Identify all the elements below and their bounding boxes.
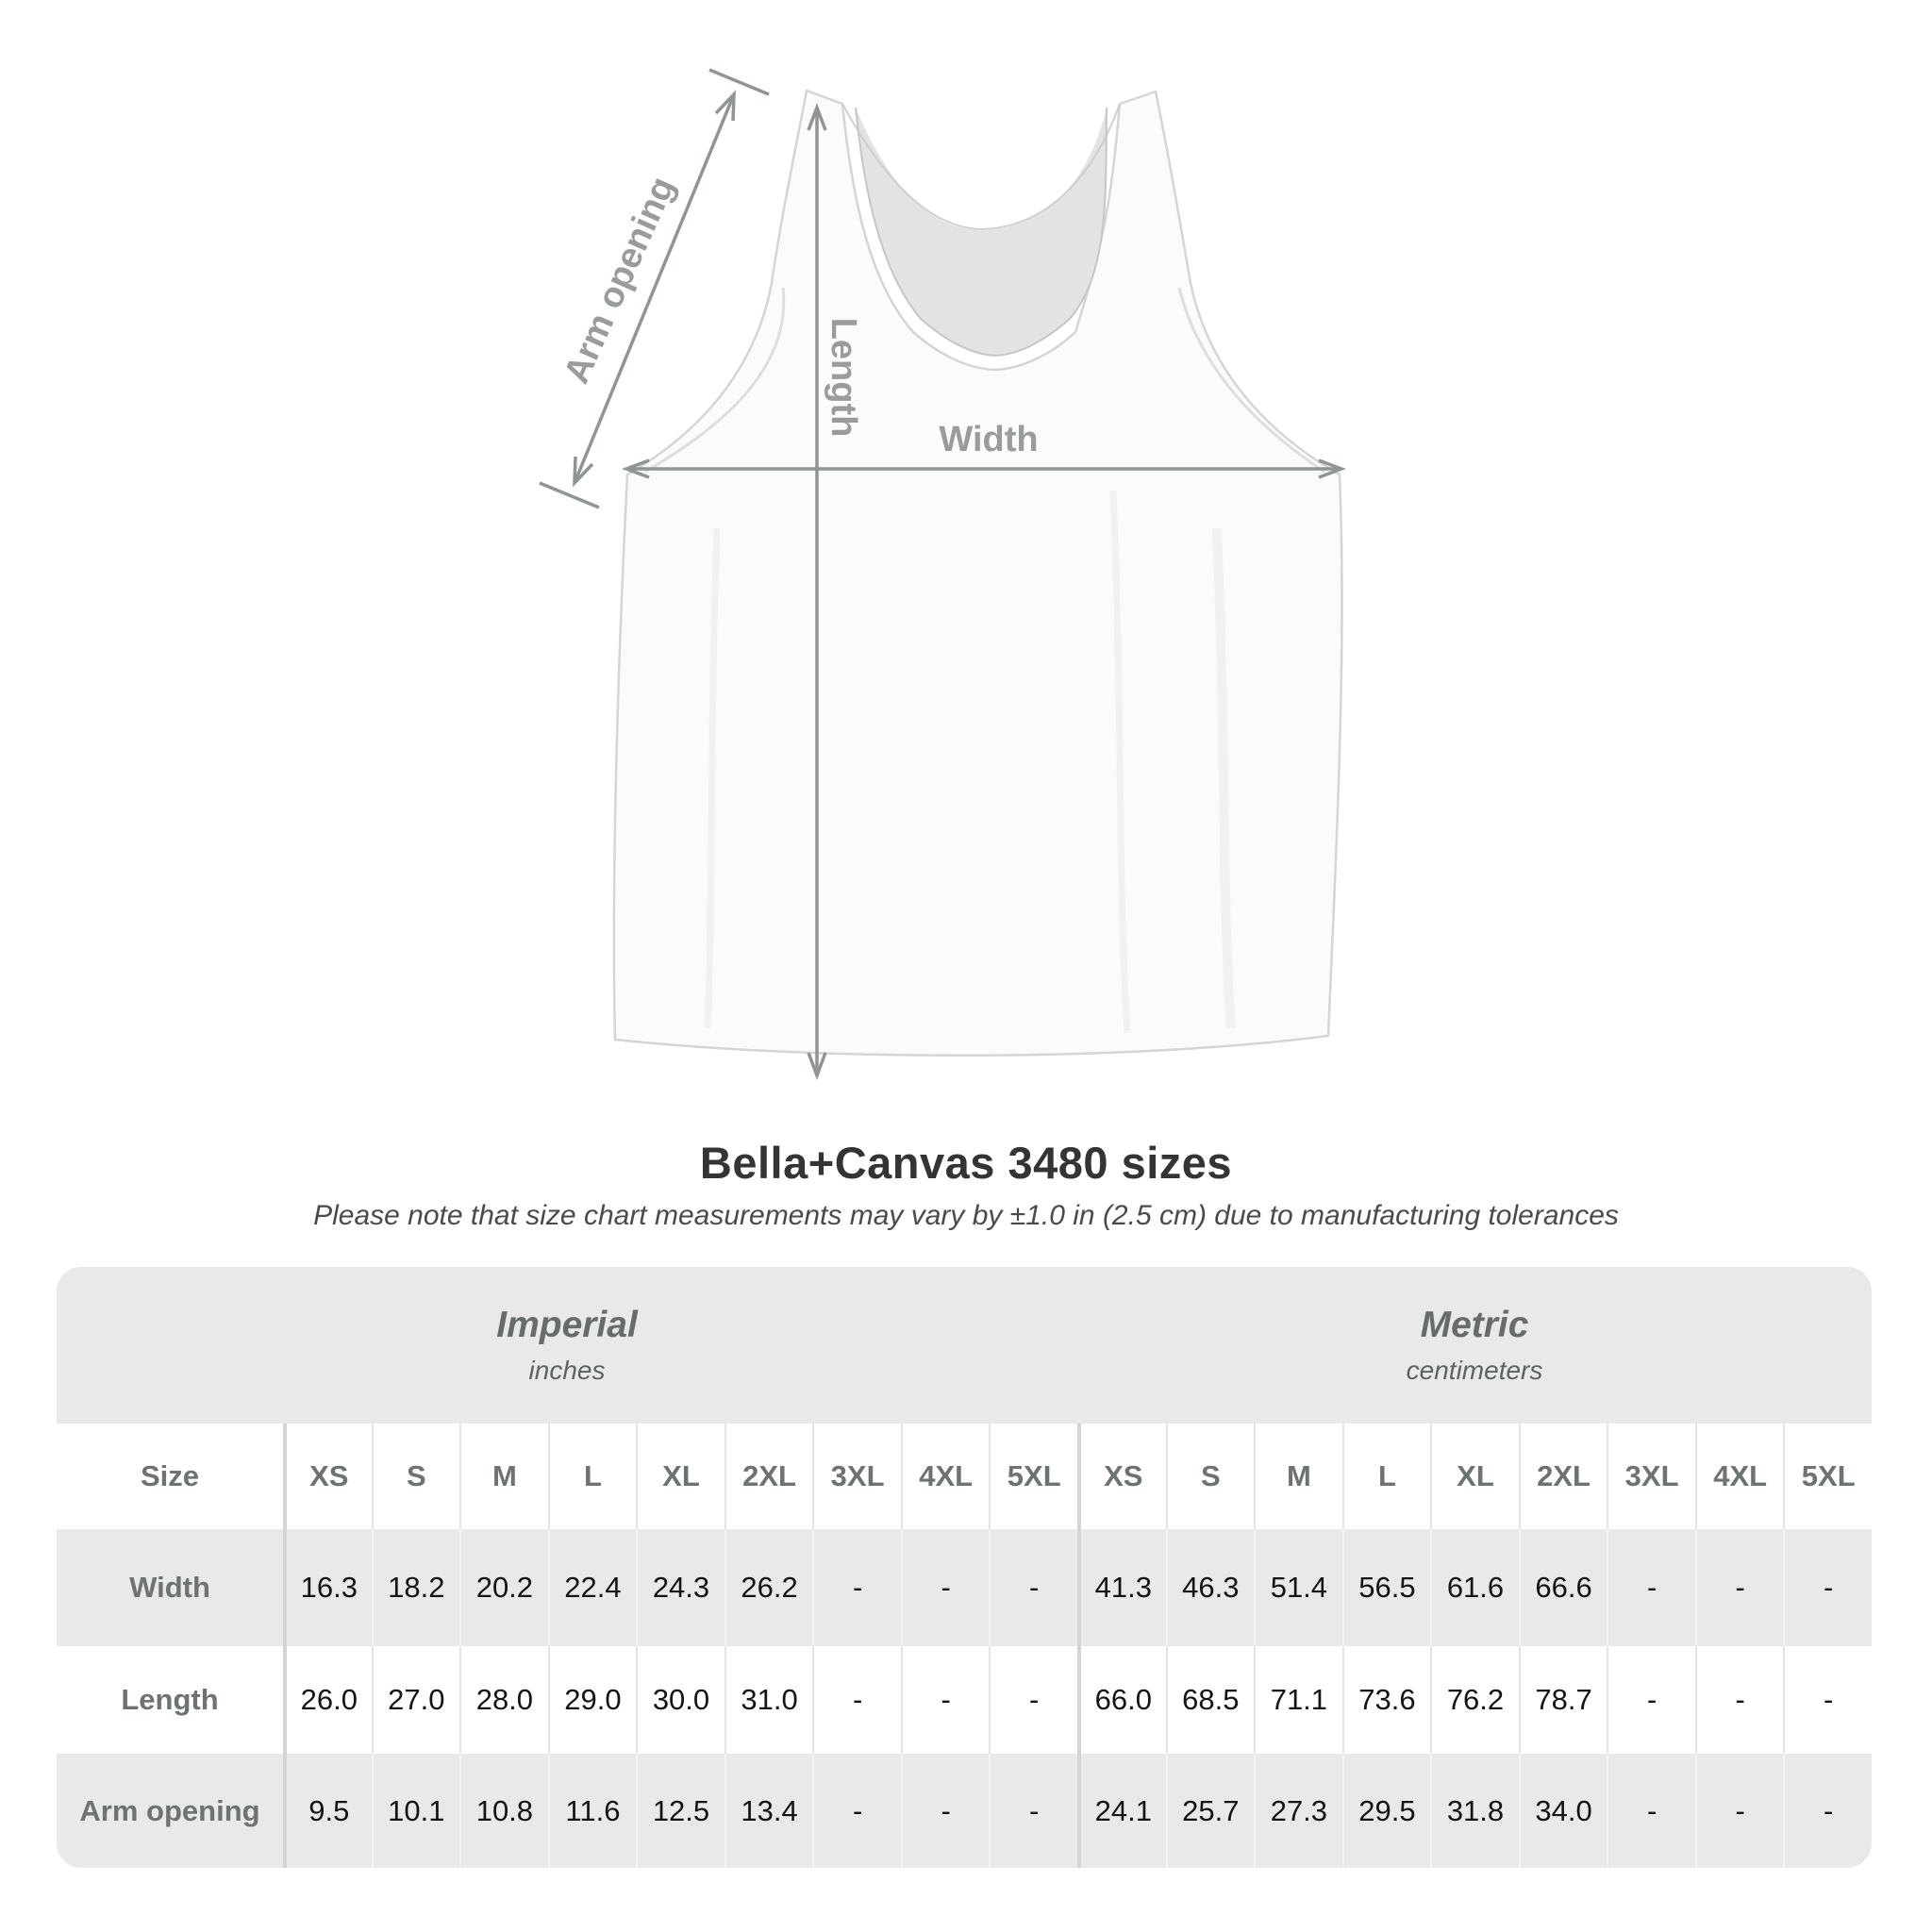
size-column-header: Size: [140, 1459, 200, 1492]
metric-value: 34.0: [1519, 1754, 1607, 1868]
imperial-value: -: [989, 1646, 1077, 1754]
metric-value: 68.5: [1166, 1646, 1255, 1754]
metric-value: 24.1: [1077, 1754, 1166, 1868]
arm-opening-label: Arm opening: [557, 171, 683, 390]
metric-value: -: [1607, 1754, 1695, 1868]
metric-value: -: [1783, 1646, 1872, 1754]
imperial-value: 11.6: [548, 1754, 637, 1868]
imperial-value: 12.5: [636, 1754, 724, 1868]
metric-size-header: 2XL: [1519, 1424, 1607, 1529]
metric-value: -: [1695, 1646, 1784, 1754]
metric-value: 56.5: [1342, 1529, 1431, 1646]
size-table: [57, 1267, 1872, 1868]
metric-value: -: [1783, 1754, 1872, 1868]
metric-size-header: L: [1342, 1424, 1431, 1529]
metric-value: 31.8: [1430, 1754, 1519, 1868]
imperial-value: -: [989, 1529, 1077, 1646]
imperial-value: 18.2: [372, 1529, 460, 1646]
imperial-value: 29.0: [548, 1646, 637, 1754]
imperial-value: 13.4: [724, 1754, 813, 1868]
imperial-size-header: 4XL: [901, 1424, 990, 1529]
metric-value: -: [1695, 1529, 1784, 1646]
row-label: Arm opening: [79, 1793, 260, 1827]
page-title: Bella+Canvas 3480 sizes: [699, 1138, 1233, 1188]
imperial-title: Imperial: [496, 1305, 638, 1345]
table-row: [57, 1754, 1872, 1868]
metric-size-header: 3XL: [1607, 1424, 1695, 1529]
metric-value: 76.2: [1430, 1646, 1519, 1754]
imperial-value: -: [812, 1646, 901, 1754]
imperial-size-header: 3XL: [812, 1424, 901, 1529]
metric-value: 61.6: [1430, 1529, 1519, 1646]
metric-value: 73.6: [1342, 1646, 1431, 1754]
imperial-value: 27.0: [372, 1646, 460, 1754]
metric-value: 29.5: [1342, 1754, 1431, 1868]
metric-title: Metric: [1420, 1305, 1529, 1345]
metric-value: 71.1: [1254, 1646, 1342, 1754]
metric-value: 51.4: [1254, 1529, 1342, 1646]
imperial-size-header: S: [372, 1424, 460, 1529]
imperial-value: 24.3: [636, 1529, 724, 1646]
metric-size-header: XL: [1430, 1424, 1519, 1529]
imperial-unit-header: [57, 1267, 1077, 1424]
metric-size-header: S: [1166, 1424, 1255, 1529]
row-label: Length: [121, 1683, 219, 1716]
metric-value: 46.3: [1166, 1529, 1255, 1646]
imperial-value: 16.3: [283, 1529, 372, 1646]
imperial-value: 9.5: [283, 1754, 372, 1868]
imperial-value: 22.4: [548, 1529, 637, 1646]
imperial-size-header: L: [548, 1424, 637, 1529]
imperial-size-header: XS: [283, 1424, 372, 1529]
metric-value: -: [1695, 1754, 1784, 1868]
imperial-value: -: [901, 1754, 990, 1868]
table-row: [57, 1646, 1872, 1754]
width-label: Width: [939, 420, 1039, 459]
imperial-value: 28.0: [459, 1646, 548, 1754]
metric-unit-header: [1077, 1267, 1872, 1424]
imperial-value: 30.0: [636, 1646, 724, 1754]
table-header-row: [57, 1424, 1872, 1529]
length-label: Length: [824, 317, 863, 438]
imperial-size-header: 5XL: [989, 1424, 1077, 1529]
metric-size-header: 4XL: [1695, 1424, 1784, 1529]
imperial-size-header: 2XL: [724, 1424, 813, 1529]
metric-size-header: 5XL: [1783, 1424, 1872, 1529]
imperial-value: 20.2: [459, 1529, 548, 1646]
metric-size-header: XS: [1077, 1424, 1166, 1529]
metric-value: 66.6: [1519, 1529, 1607, 1646]
unit-header-band: [57, 1267, 1872, 1424]
imperial-value: -: [901, 1646, 990, 1754]
imperial-value: 10.8: [459, 1754, 548, 1868]
imperial-value: 31.0: [724, 1646, 813, 1754]
row-label: Width: [129, 1571, 210, 1604]
metric-value: 41.3: [1077, 1529, 1166, 1646]
metric-value: -: [1607, 1529, 1695, 1646]
imperial-value: -: [901, 1529, 990, 1646]
imperial-value: 26.2: [724, 1529, 813, 1646]
metric-value: 25.7: [1166, 1754, 1255, 1868]
imperial-value: -: [812, 1754, 901, 1868]
table-row: [57, 1529, 1872, 1646]
metric-value: -: [1607, 1646, 1695, 1754]
metric-value: -: [1783, 1529, 1872, 1646]
size-table-rows: [57, 1424, 1872, 1868]
imperial-value: 26.0: [283, 1646, 372, 1754]
imperial-size-header: XL: [636, 1424, 724, 1529]
metric-size-header: M: [1254, 1424, 1342, 1529]
imperial-size-header: M: [459, 1424, 548, 1529]
imperial-subtitle: inches: [528, 1356, 606, 1385]
tolerance-note: Please note that size chart measurements may vary by ±1.0 in (2.5 cm) due to manufacturing tolerances: [313, 1200, 1619, 1232]
metric-value: 66.0: [1077, 1646, 1166, 1754]
imperial-value: -: [989, 1754, 1077, 1868]
imperial-value: 10.1: [372, 1754, 460, 1868]
metric-subtitle: centimeters: [1406, 1356, 1543, 1385]
metric-value: 27.3: [1254, 1754, 1342, 1868]
metric-value: 78.7: [1519, 1646, 1607, 1754]
imperial-value: -: [812, 1529, 901, 1646]
